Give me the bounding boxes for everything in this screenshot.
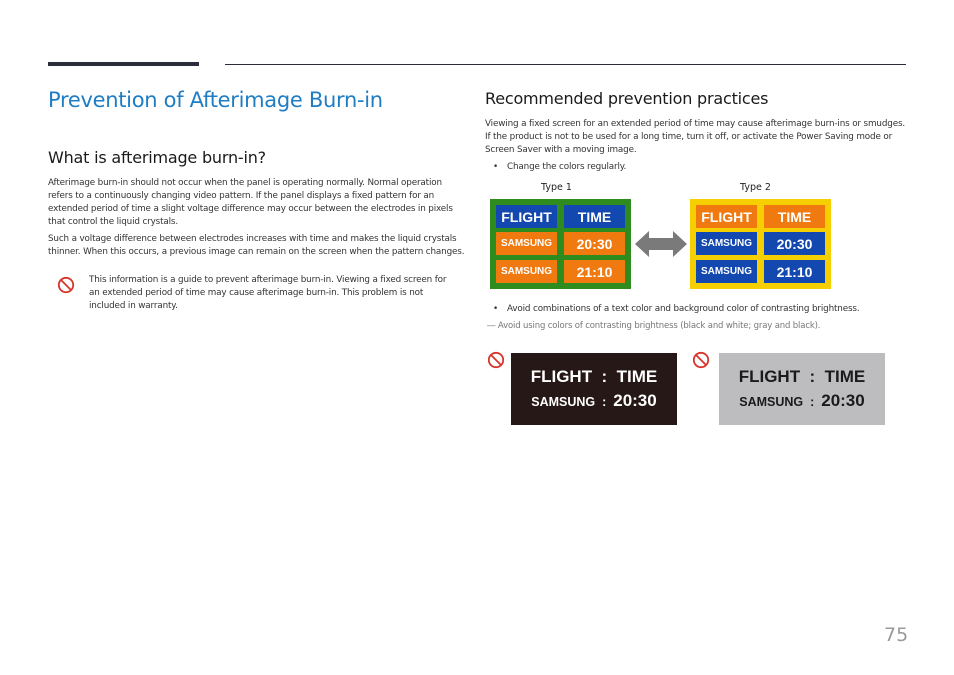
type2-row1-time: 20:30 xyxy=(764,232,825,255)
page-number: 75 xyxy=(884,624,909,646)
type2-row2-time: 21:10 xyxy=(764,260,825,283)
type1-board xyxy=(490,199,631,289)
type1-header-flight: FLIGHT xyxy=(496,205,557,228)
type1-header-time: TIME xyxy=(564,205,625,228)
sample-gray-line1: FLIGHT : TIME xyxy=(738,367,866,386)
type1-row2-airline: SAMSUNG xyxy=(496,260,557,283)
double-arrow-icon xyxy=(635,229,687,259)
type2-board xyxy=(690,199,831,289)
paragraph-voltage-difference: Such a voltage difference between electrodes increases with time and makes the liquid crystals thinner. When this occurs, a previous image can remain on the screen when the pattern changes. xyxy=(48,234,465,257)
header-rule-thin xyxy=(225,64,906,65)
sample-gray-brand: SAMSUNG xyxy=(739,395,804,409)
type1-row1-time: 20:30 xyxy=(564,232,625,255)
gray-contrast-sample xyxy=(719,353,885,425)
prohibited-icon xyxy=(487,351,505,369)
type2-row2-airline: SAMSUNG xyxy=(696,260,757,283)
paragraph-normal-operation: Afterimage burn-in should not occur when the panel is operating normally. Normal operation refers to a continuously changing video pattern. If the panel displays a fixed pattern for an extended period of time a slight voltage difference may occur between the electrodes in pixels that control the liquid crystals. xyxy=(48,178,453,227)
section-heading-recommended: Recommended prevention practices xyxy=(485,89,769,108)
type2-label: Type 2 xyxy=(740,182,771,193)
type1-row1-airline: SAMSUNG xyxy=(496,232,557,255)
paragraph-intro: Viewing a fixed screen for an extended period of time may cause afterimage burn-ins or smudges. If the product is not to be used for a long time, turn it off, or activate the Power Saving mode or Screen Saver with a moving image. xyxy=(485,119,906,155)
type1-row2-time: 21:10 xyxy=(564,260,625,283)
type2-row1-airline: SAMSUNG xyxy=(696,232,757,255)
sample-dark-sep: : xyxy=(595,395,614,409)
prohibited-icon xyxy=(692,351,710,369)
dark-contrast-sample xyxy=(511,353,677,425)
footnote-text: Avoid using colors of contrasting brightness (black and white; gray and black). xyxy=(497,321,821,331)
bullet-avoid-contrast: • Avoid combinations of a text color and background color of contrasting brightness. xyxy=(507,303,860,316)
sample-dark-line1: FLIGHT : TIME xyxy=(530,367,658,386)
type2-header-flight: FLIGHT xyxy=(696,205,757,228)
type2-header-time: TIME xyxy=(764,205,825,228)
warranty-note: This information is a guide to prevent afterimage burn-in. Viewing a fixed screen for an extended period of time may cause afterimage burn-in. This problem is not included in warranty. xyxy=(89,275,447,311)
page-title: Prevention of Afterimage Burn-in xyxy=(48,88,383,112)
type1-label: Type 1 xyxy=(541,182,572,193)
sample-gray-time: 20:30 xyxy=(821,391,865,410)
footnote-avoid-colors: ― Avoid using colors of contrasting brightness (black and white; gray and black). xyxy=(487,321,821,331)
header-rule-thick xyxy=(48,62,199,66)
prohibited-icon xyxy=(57,276,75,294)
sample-dark-time: 20:30 xyxy=(613,391,657,410)
sample-dark-brand: SAMSUNG xyxy=(531,395,596,409)
sample-gray-sep: : xyxy=(803,395,822,409)
section-heading-what-is: What is afterimage burn-in? xyxy=(48,148,266,167)
bullet-change-colors: • Change the colors regularly. xyxy=(507,161,626,174)
